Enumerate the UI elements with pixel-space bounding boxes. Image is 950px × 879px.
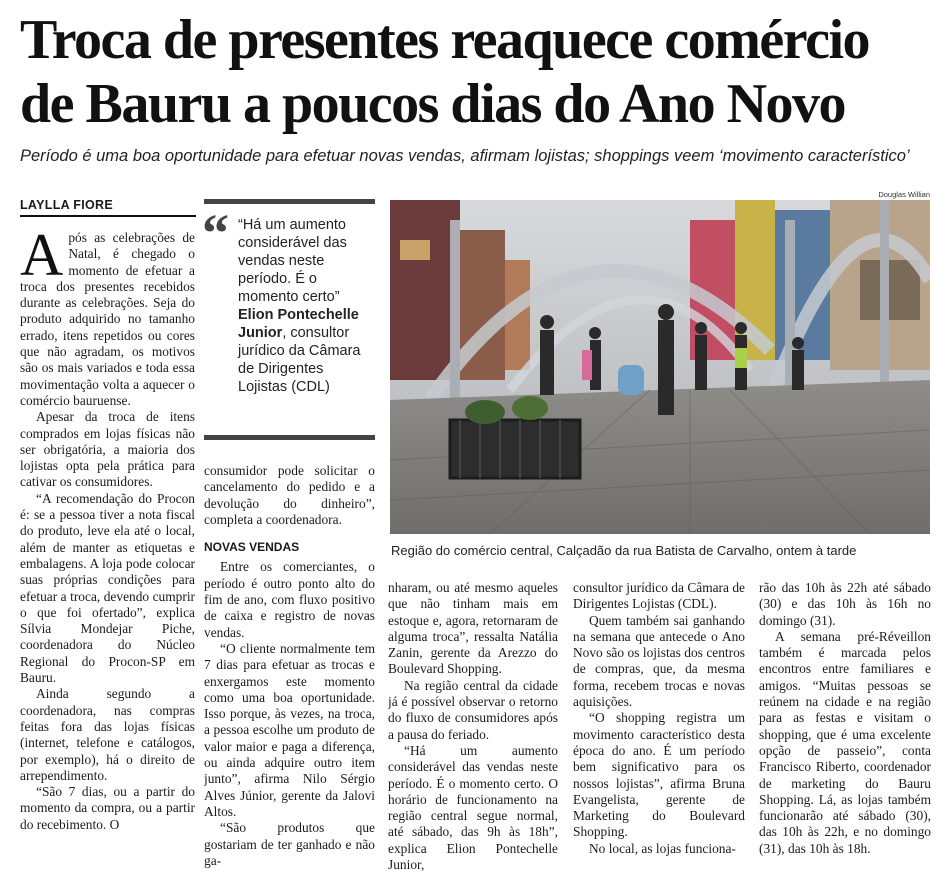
pull-quote	[204, 199, 375, 440]
article-paragraph: No local, as lojas funciona-	[589, 840, 736, 856]
article-paragraph: “Há um aumento considerável das vendas neste período. É o momento certo. O horário de funcionamento na região central segue normal, até sábado, das 9h às 18h”, explica Elion Pontechelle Junior,	[388, 742, 558, 873]
section-title: NOVAS VENDAS	[204, 540, 300, 555]
article-paragraph: Quem também sai ganhando na semana que antecede o Ano Novo são os lojistas dos centros de compras, que, da mesma forma, recebem trocas e novas aquisições.	[573, 612, 745, 710]
drop-cap: A	[20, 230, 64, 288]
headline-line-1: Troca de presentes reaquece comércio	[20, 9, 869, 71]
article-paragraph: nharam, ou até mesmo aqueles que não tinham mais em estoque e, agora, retornaram de alguma troca”, ressalta Natália Zanin, gerente da Arezzo do Boulevard Shopping.	[388, 580, 558, 677]
byline: LAYLLA FIORE	[20, 198, 196, 217]
pull-quote-text: “Há um aumento considerável das vendas neste período. É o momento certo”	[238, 217, 347, 305]
article-paragraph: Após as celebrações de Natal, é chegado o momento de efetuar a troca dos presentes recebidos durante as celebrações. Seja do produto adquirido no tamanho errado, itens repetidos ou cores que não agradam, os motivos são os mais variados e toda essa movimentação volta a aquecer o comércio bauruense.	[20, 230, 195, 408]
street-scene-illustration	[390, 200, 930, 534]
article-column-5	[759, 580, 931, 873]
article-paragraph: A semana pré-Réveillon também é marcada pelos encontros entre familiares e amigos. “Muitas pessoas se reúnem na cidade e na região para as festas e visitam o shopping, que é uma excelente opção de passeio”, conta Francisco Riberto, coordenador de marketing do Bauru Shopping. Lá, as lojas também funcionarão até sábado (30), das 10h às 22h, e no domingo (31), das 10h às 18h.	[759, 628, 931, 856]
article-paragraph: Ainda segundo a coordenadora, nas compras feitas fora das lojas físicas (internet, telefone e catálogos, por exemplo), há o direito de arrependimento.	[20, 686, 195, 783]
article-paragraph: consumidor pode solicitar o cancelamento do pedido e a devolução do dinheiro”, completa a coordenadora.	[204, 463, 375, 527]
photo-credit: Douglas Willian	[878, 190, 930, 199]
article-paragraph: Na região central da cidade já é possível observar o retorno do fluxo de consumidores após a pausa do feriado.	[388, 677, 558, 742]
subheadline: Período é uma boa oportunidade para efetuar novas vendas, afirmam lojistas; shoppings veem ‘movimento característico’	[20, 147, 910, 165]
article-paragraph: rão das 10h às 22h até sábado (30) e das 10h às 16h no domingo (31).	[759, 580, 931, 628]
article-column-2	[204, 463, 375, 873]
article-paragraph: “O cliente normalmente tem 7 dias para efetuar as trocas e enxergamos este momento como uma boa oportunidade. Isso porque, às vezes, na troca, a pessoa escolhe um produto de valor maior e paga a diferença, ou ainda adquire outro item junto”, afirma Nilo Sérgio Alves Júnior, gerente da Jalovi Altos.	[204, 640, 375, 819]
article-paragraph: “O shopping registra um movimento característico desta época do ano. É um período bem significativo para os nossos lojistas”, afirma Bruna Evangelista, gerente de Marketing do Boulevard Shopping.	[573, 710, 745, 840]
photo-caption: Região do comércio central, Calçadão da rua Batista de Carvalho, ontem à tarde	[391, 543, 857, 558]
article-column-3	[388, 580, 558, 873]
article-paragraph: Entre os comerciantes, o período é outro ponto alto do fim de ano, com fluxo positivo de caixa e registro de novas vendas.	[204, 559, 375, 640]
quote-mark-icon: “	[202, 203, 229, 263]
article-paragraph: “São produtos que gostariam de ter ganhado e não ga-	[204, 820, 375, 868]
article-column-1	[20, 230, 195, 870]
street-photo	[390, 200, 930, 534]
article-column-4	[573, 580, 745, 873]
article-paragraph: consultor jurídico da Câmara de Dirigentes Lojistas (CDL).	[573, 580, 745, 612]
headline	[20, 8, 935, 136]
article-paragraph: Apesar da troca de itens comprados em lojas físicas não ser obrigatória, a maioria dos lojistas opta pela prática para cativar os consumidores.	[20, 409, 195, 490]
headline-line-2: de Bauru a poucos dias do Ano Novo	[20, 73, 846, 135]
pull-quote-role: , consultor jurídico da Câmara de Dirigentes Lojistas (CDL)	[238, 325, 361, 395]
pull-quote-author: Elion Pontechelle Junior	[238, 307, 359, 341]
article-paragraph: “São 7 dias, ou a partir do momento da compra, ou a partir do recebimento. O	[20, 784, 195, 832]
article-paragraph: “A recomendação do Procon é: se a pessoa tiver a nota fiscal do produto, leve ela até o local, além de manter as etiquetas e embalagens. A loja pode colocar suas próprias condições para efetuar a troca, devendo cumprir o que foi ofertado”, explica Sílvia Mondejar Piche, coordenadora do Núcleo Regional do Procon-SP em Bauru.	[20, 490, 195, 686]
